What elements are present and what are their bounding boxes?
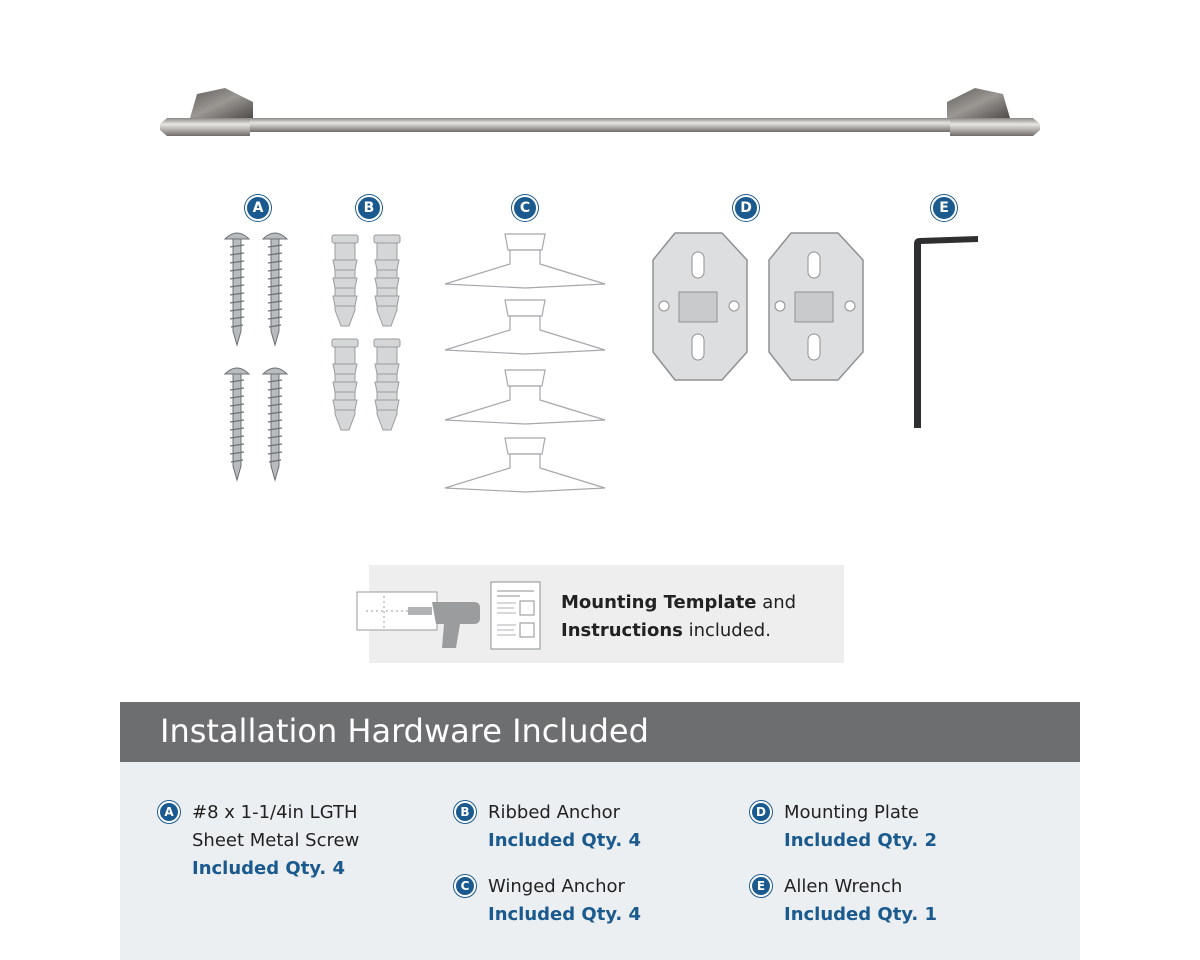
part-c-badge: C <box>512 195 538 221</box>
item-a-qty: Included Qty. 4 <box>192 858 346 879</box>
item-d-name: Mounting Plate <box>784 802 919 823</box>
item-e-name: Allen Wrench <box>784 876 903 897</box>
winged-anchor-icon <box>440 228 610 500</box>
screw-icon <box>215 225 300 500</box>
item-b-name: Ribbed Anchor <box>488 802 621 823</box>
template-note-bold1: Mounting Template <box>561 592 757 613</box>
hardware-item-c <box>460 873 642 929</box>
towel-bar-image <box>155 80 1045 145</box>
item-a-name-line1: #8 x 1-1/4in LGTH <box>192 802 358 823</box>
item-e-qty: Included Qty. 1 <box>784 904 938 925</box>
hardware-title: Installation Hardware Included <box>160 712 649 750</box>
item-d-qty: Included Qty. 2 <box>784 830 938 851</box>
hardware-list <box>120 762 1080 960</box>
allen-wrench-icon <box>905 228 985 433</box>
drill-icon <box>356 588 486 653</box>
part-a-badge: A <box>245 195 271 221</box>
instructions-document-icon <box>490 581 542 651</box>
item-e-badge: E <box>750 875 772 897</box>
item-a-badge: A <box>158 801 180 823</box>
part-d-badge: D <box>733 195 759 221</box>
item-c-qty: Included Qty. 4 <box>488 904 642 925</box>
template-note-bold2: Instructions <box>561 620 683 641</box>
ribbed-anchor-icon <box>325 230 415 435</box>
part-e-badge: E <box>931 195 957 221</box>
template-note-text1: and <box>756 592 797 613</box>
hardware-item-d <box>756 799 938 855</box>
template-note-text2: included. <box>682 620 771 641</box>
item-b-badge: B <box>454 801 476 823</box>
item-b-qty: Included Qty. 4 <box>488 830 642 851</box>
item-c-badge: C <box>454 875 476 897</box>
item-a-name-line2: Sheet Metal Screw <box>192 830 360 851</box>
part-b-badge: B <box>356 195 382 221</box>
template-note <box>561 589 841 645</box>
hardware-item-a <box>164 799 360 883</box>
hardware-header <box>120 702 1080 762</box>
item-c-name: Winged Anchor <box>488 876 625 897</box>
item-d-badge: D <box>750 801 772 823</box>
hardware-item-b <box>460 799 642 855</box>
hardware-item-e <box>756 873 938 929</box>
mounting-plate-icon <box>650 230 870 385</box>
